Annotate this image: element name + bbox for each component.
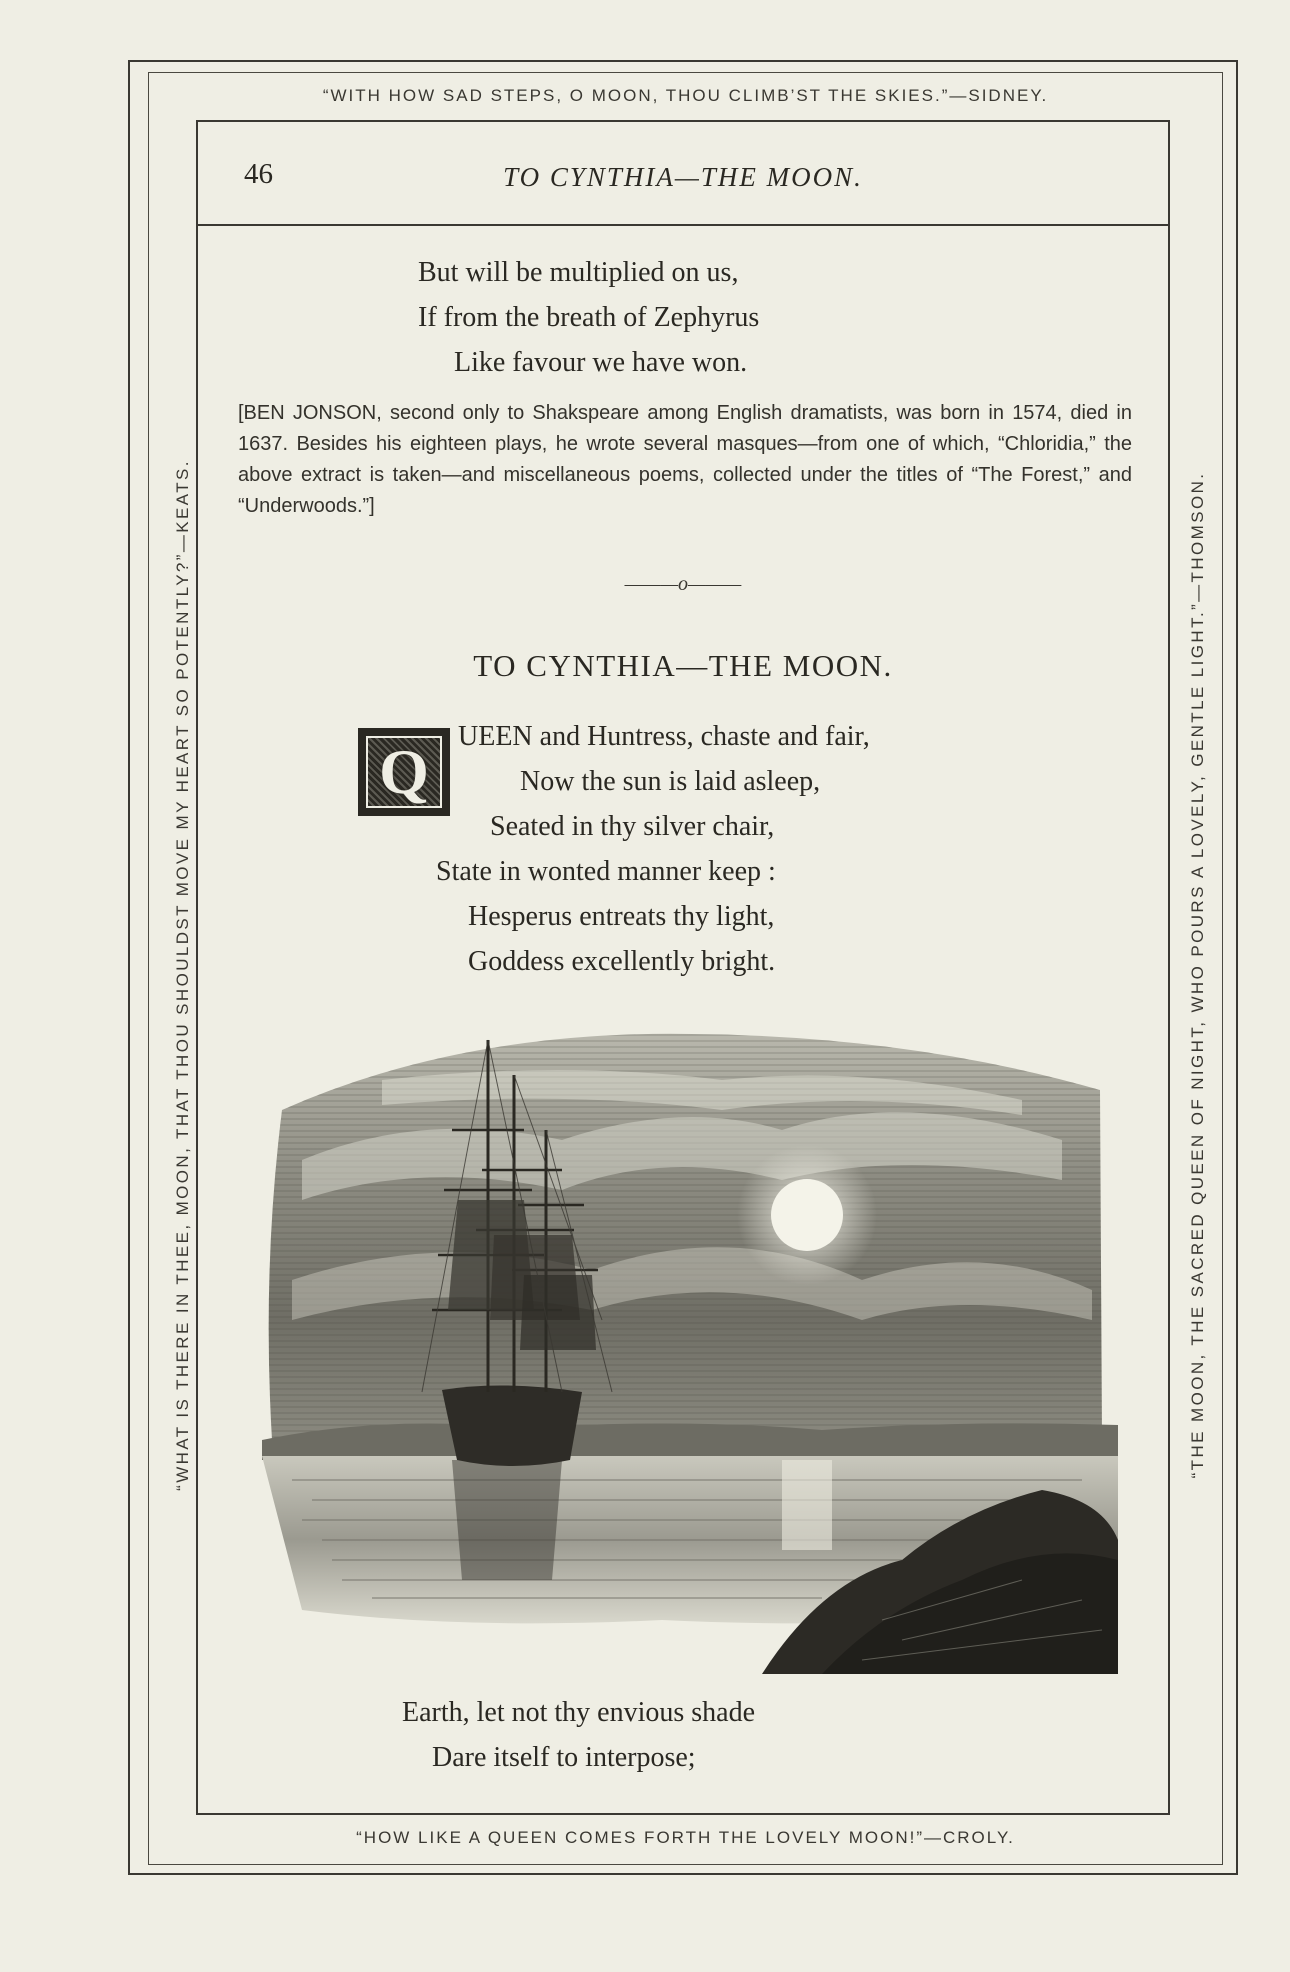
verse-line: Goddess excellently bright. <box>468 946 776 977</box>
poem-line-block <box>468 894 774 939</box>
page-number: 46 <box>244 158 273 190</box>
ornamental-dropcap <box>358 728 450 816</box>
verse-line: Seated in thy silver chair, <box>490 811 775 842</box>
verse-line: Earth, let not thy envious shade <box>402 1697 756 1728</box>
section-divider: ———o——— <box>624 573 742 595</box>
poem-title: TO CYNTHIA—THE MOON. <box>473 648 893 683</box>
verse-line: Dare itself to interpose; <box>432 1742 696 1773</box>
bottom-frame-quote: “HOW LIKE A QUEEN COMES FORTH THE LOVELY MOON!”—CROLY. <box>356 1828 1015 1847</box>
verse-line: UEEN and Huntress, chaste and fair, <box>458 721 870 752</box>
poem-line-block <box>436 849 776 894</box>
verse-line: Hesperus entreats thy light, <box>468 901 775 932</box>
verse-line: Like favour we have won. <box>454 347 748 378</box>
top-frame-quote: “WITH HOW SAD STEPS, O MOON, THOU CLIMB’ST THE SKIES.”—SIDNEY. <box>322 86 1049 105</box>
right-frame-quote: “THE MOON, THE SACRED QUEEN OF NIGHT, WHO POURS A LOVELY, GENTLE LIGHT.”—THOMSON. <box>1188 471 1207 1479</box>
moonlit-ship-engraving <box>262 1020 1118 1674</box>
dropcap-letter: Q <box>379 736 429 807</box>
editorial-note: [BEN JONSON, second only to Shakspeare among English dramatists, was born in 1574, died in 1637. Besides his eighteen plays, he wrote several masques—from one of which, “Chloridia,” the above extract is taken—and miscellaneous poems, collected under the titles of “The Forest,” and “Underwoods.”] <box>238 402 1132 517</box>
poem-line-block <box>468 939 775 984</box>
poem-first-line-block <box>458 714 870 759</box>
verse-line: Now the sun is laid asleep, <box>520 766 821 797</box>
left-frame-quote: “WHAT IS THERE IN THEE, MOON, THAT THOU SHOULDST MOVE MY HEART SO POTENTLY?”—KEATS. <box>173 459 192 1491</box>
poem-line-block <box>490 804 774 849</box>
header-rule <box>196 224 1170 226</box>
verse-line: State in wonted manner keep : <box>436 856 776 887</box>
verse-line: If from the breath of Zephyrus <box>418 302 760 333</box>
previous-poem-stanza <box>418 250 759 385</box>
poem-continuation-stanza <box>402 1690 755 1780</box>
poem-line-block <box>520 759 820 804</box>
verse-line: But will be multiplied on us, <box>418 257 739 288</box>
running-title: TO CYNTHIA—THE MOON. <box>503 162 863 192</box>
